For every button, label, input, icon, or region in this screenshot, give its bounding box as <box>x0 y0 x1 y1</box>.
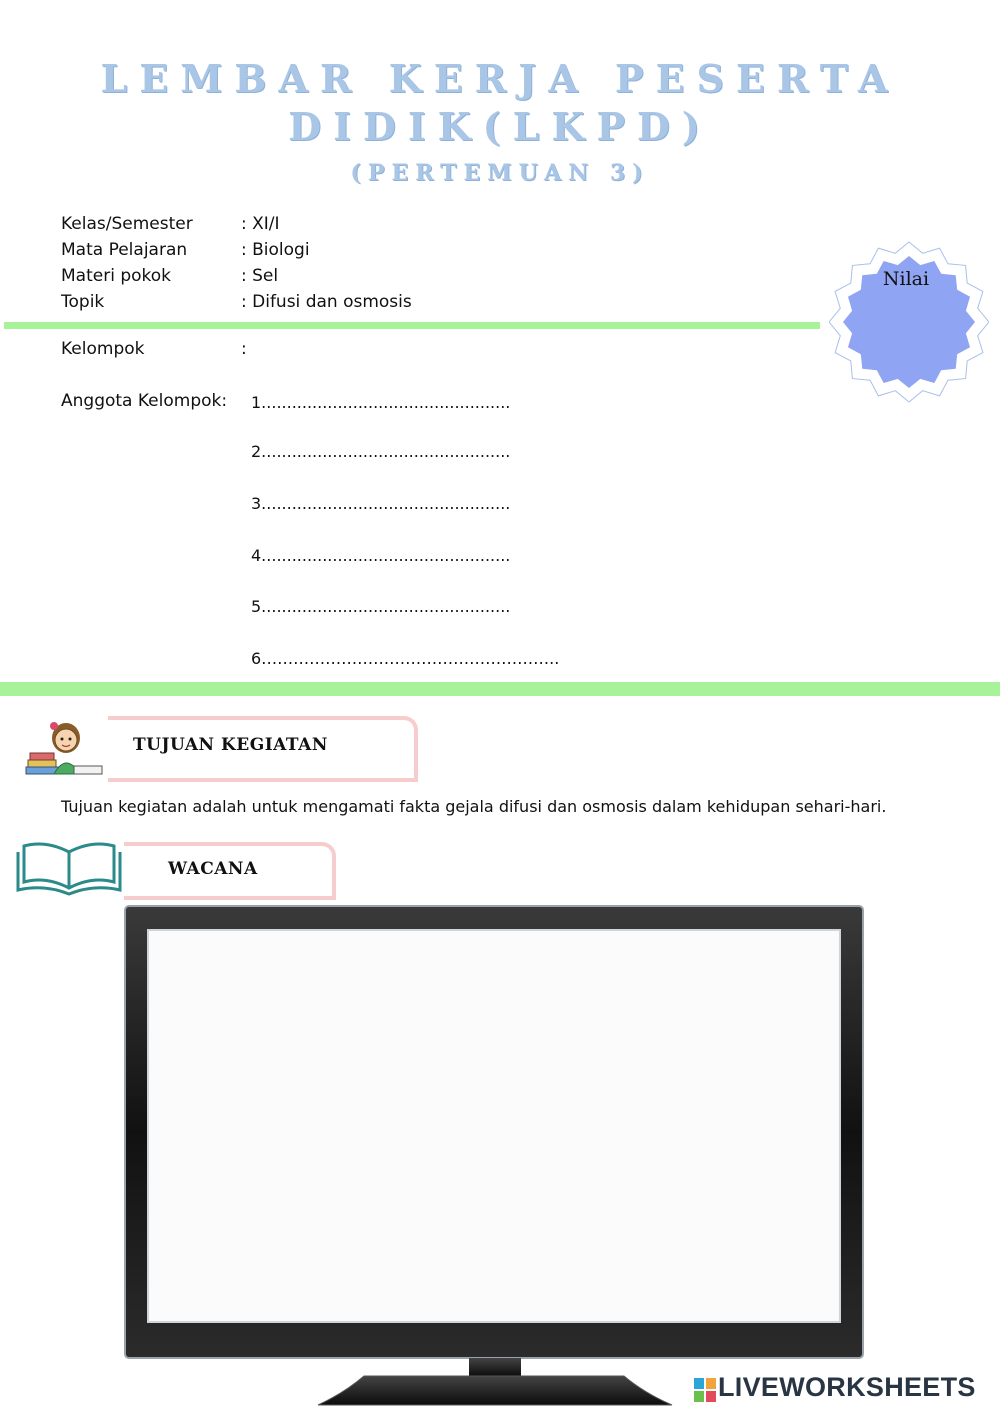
scalloped-badge-icon <box>829 240 989 405</box>
info-label-mapel: Mata Pelajaran <box>61 240 188 260</box>
page-title-line-1: LEMBAR KERJA PESERTA <box>100 56 900 101</box>
member-line-2[interactable]: 2................................................. <box>251 442 511 461</box>
brand-name: LIVEWORKSHEETS <box>718 1372 976 1402</box>
page-subtitle: (PERTEMUAN 3) <box>350 160 650 186</box>
member-line-3[interactable]: 3................................................. <box>251 494 511 513</box>
kelompok-label: Kelompok <box>61 339 145 359</box>
liveworksheets-logo-icon <box>694 1378 716 1402</box>
info-value-topik: : Difusi dan osmosis <box>241 292 412 312</box>
tujuan-heading: TUJUAN KEGIATAN <box>133 735 328 755</box>
info-value-materi: : Sel <box>241 266 279 286</box>
tv-monitor-icon <box>124 905 866 1414</box>
info-value-kelas: : XI/I <box>241 214 280 234</box>
info-label-materi: Materi pokok <box>61 266 172 286</box>
kelompok-value[interactable]: : <box>241 339 247 359</box>
info-label-topik: Topik <box>61 292 105 312</box>
anggota-label: Anggota Kelompok: <box>61 391 228 411</box>
member-line-4[interactable]: 4................................................. <box>251 546 511 565</box>
divider-top <box>4 322 820 329</box>
divider-bottom <box>0 682 1000 696</box>
nilai-label: Nilai <box>882 268 930 290</box>
info-value-mapel: : Biologi <box>241 240 310 260</box>
member-line-1[interactable]: 1................................................. <box>251 393 511 412</box>
girl-reading-icon <box>24 712 106 780</box>
wacana-heading: WACANA <box>168 859 258 879</box>
tujuan-text: Tujuan kegiatan adalah untuk mengamati fakta gejala difusi dan osmosis dalam kehidupan sehari-hari. <box>61 797 887 816</box>
info-label-kelas: Kelas/Semester <box>61 214 193 234</box>
open-book-icon <box>14 838 124 896</box>
member-line-6[interactable]: 6……………………………………………….. <box>251 649 560 668</box>
page-title-line-2: DIDIK(LKPD) <box>288 104 712 149</box>
member-line-5[interactable]: 5................................................. <box>251 597 511 616</box>
